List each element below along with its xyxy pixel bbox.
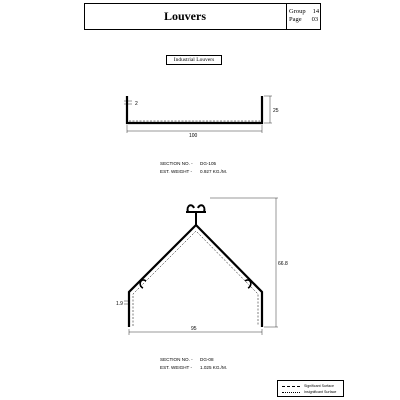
significant-surface-line — [282, 386, 300, 387]
profile-2-significant-surface — [133, 231, 258, 326]
insignificant-surface-line — [282, 392, 300, 393]
group-value: 14 — [312, 8, 320, 15]
profile-1-section-label: SECTION NO. - — [160, 161, 193, 166]
category-label: Industrial Louvers — [166, 55, 222, 65]
profile-2-info — [160, 356, 227, 371]
profile-2-height-dim: 66.8 — [278, 261, 288, 267]
profile-2-outline — [129, 225, 262, 327]
profile-2-section-value: DG-08 — [200, 357, 214, 362]
profile-2-thickness-dim: 1.9 — [116, 301, 123, 307]
profile-2-section-label: SECTION NO. - — [160, 357, 193, 362]
profile-2-weight-label: EST. WEIGHT - — [160, 364, 193, 370]
profile-2-top-hook — [186, 205, 206, 225]
insignificant-surface-label: Insignificant Surface — [304, 390, 337, 394]
page-label: Page — [289, 16, 302, 23]
profile-dg-105 — [124, 96, 279, 139]
profile-1-weight-label: EST. WEIGHT - — [160, 168, 193, 174]
profile-dg-08 — [116, 198, 288, 335]
profile-2-width-dim: 95 — [191, 326, 197, 332]
profile-1-info — [160, 160, 227, 175]
profile-1-width-dim: 100 — [189, 133, 198, 139]
page-title: Louvers — [164, 9, 206, 23]
page-value: 03 — [311, 16, 319, 23]
group-label: Group — [289, 8, 306, 15]
profile-2-right-hook — [245, 280, 251, 288]
profile-2-weight-value: 1.025 KG./M. — [200, 364, 228, 370]
profile-1-height-dim: 25 — [273, 108, 279, 114]
profile-1-outline — [127, 96, 262, 123]
profile-1-section-value: DG-105 — [200, 161, 217, 166]
profile-1-weight-value: 0.927 KG./M. — [200, 168, 228, 174]
significant-surface-label: Significant Surface — [304, 384, 334, 388]
profile-1-thickness-dim: 2 — [135, 101, 138, 107]
surface-legend — [277, 380, 344, 397]
